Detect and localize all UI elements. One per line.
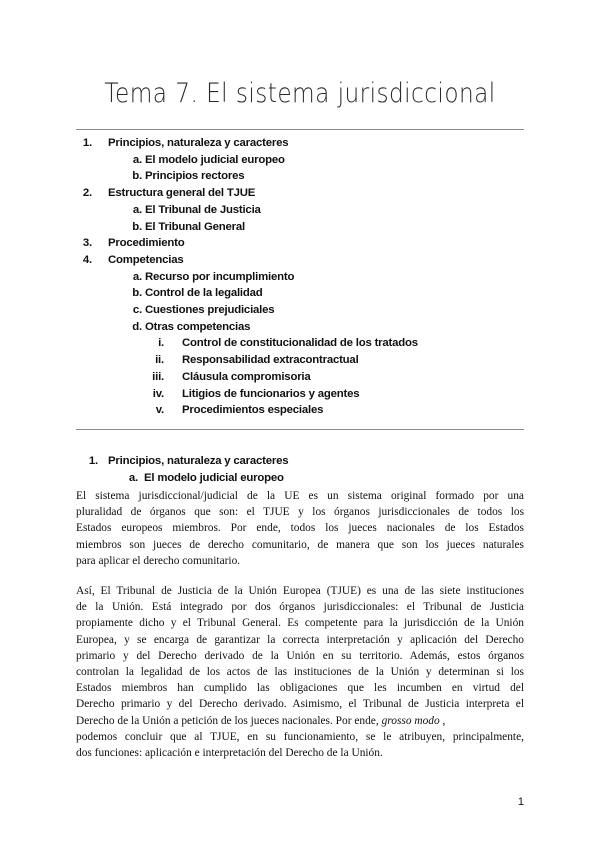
paragraph-line: Estados europeos miembros. Por ende, todos los jueces nacionales de los Estados	[76, 522, 524, 535]
paragraph-line: Europea, y se encarga de garantizar la correcta interpretación y aplicación del Derecho	[76, 633, 524, 646]
page-number: 1	[517, 796, 524, 808]
section-heading-label: Principios, naturaleza y caracteres	[108, 455, 289, 467]
toc-item-number: c.	[132, 304, 142, 316]
paragraph-line: de la Unión. Está integrado por dos órganos jurisdiccionales: el Tribunal de Justicia	[76, 601, 524, 614]
paragraph-line: Estados miembros han cumplido las obligaciones que les incumben en virtud del	[76, 682, 524, 695]
bottom-divider	[76, 429, 524, 430]
toc-item-number: a.	[132, 270, 142, 283]
paragraph-line: primario y del Derecho derivado de la Unión en su territorio. Además, estos órganos	[76, 649, 524, 662]
paragraph-2	[76, 583, 524, 761]
paragraph-line: controlan la legalidad de los actos de las instituciones de la Unión y determinan si los	[76, 665, 524, 678]
toc-item-number: 4.	[82, 253, 92, 266]
toc-item-number: b.	[132, 287, 142, 300]
toc-item-number: v.	[155, 404, 164, 417]
toc-item-label: Control de constitucionalidad de los tratados	[182, 337, 418, 350]
italic-phrase-trailing-punct: ,	[439, 714, 446, 727]
toc-item-number: 1.	[82, 137, 92, 149]
paragraph-line: podemos concluir que al TJUE, en su funcionamiento, se le atribuyen, principalmente,	[76, 730, 524, 743]
toc-item-number: b.	[132, 170, 142, 183]
toc-item-label: Control de la legalidad	[145, 287, 263, 300]
toc-item-number: d.	[132, 320, 142, 333]
paragraph-line: Así, El Tribunal de Justicia de la Unión Europea (TJUE) es una de las siete instituciones	[76, 585, 524, 597]
toc-item-label: Principios, naturaleza y caracteres	[108, 137, 289, 149]
paragraph-line: Derecho primario y del Derecho derivado. Asimismo, el Tribunal de Justicia interpreta el	[76, 698, 524, 711]
toc-item-label: Recurso por incumplimiento	[145, 270, 295, 283]
toc-item-number: 2.	[82, 187, 92, 200]
toc-item-number: a.	[132, 153, 142, 166]
toc-item-number: iv.	[152, 387, 164, 400]
paragraph-1	[76, 488, 524, 569]
subsection-heading-label: El modelo judicial europeo	[144, 472, 284, 484]
toc-item-label: Cuestiones prejudiciales	[145, 304, 275, 316]
toc-item-label: Otras competencias	[145, 320, 251, 333]
toc-item-number: b.	[132, 220, 142, 233]
paragraph-line: miembros son jueces de derecho comunitario, de manera que son los jueces naturales	[76, 538, 524, 551]
section-heading-number: 1.	[88, 455, 98, 467]
page-title: Tema 7. El sistema jurisdiccional	[104, 78, 496, 109]
top-divider	[76, 129, 524, 130]
toc-item-number: 3.	[82, 237, 92, 250]
paragraph-line: El sistema jurisdiccional/judicial de la UE es un sistema original formado por una	[76, 490, 524, 502]
toc-item-number: a.	[132, 203, 142, 216]
subsection-heading-number: a.	[128, 472, 138, 484]
toc-item-number: ii.	[155, 354, 164, 367]
toc-item-label: El Tribunal de Justicia	[145, 203, 261, 216]
toc-item-label: Procedimiento	[108, 237, 185, 250]
toc-item-label: El modelo judicial europeo	[145, 153, 285, 166]
toc-item-label: Litigios de funcionarios y agentes	[182, 387, 360, 400]
paragraph-line: propiamente dicho y el Tribunal General. Es competente para la jurisdicción de la Unión	[76, 617, 524, 630]
paragraph-line: dos funciones: aplicación e interpretación del Derecho de la Unión.	[76, 746, 383, 759]
toc-item-label: Estructura general del TJUE	[108, 187, 256, 200]
toc-item-label: Responsabilidad extracontractual	[182, 354, 359, 367]
toc-item-label: El Tribunal General	[145, 220, 246, 233]
toc-item-label: Competencias	[108, 253, 184, 266]
toc-item-label: Principios rectores	[145, 170, 245, 183]
paragraph-line: pluralidad de órganos que son: el TJUE y los órganos jurisdiccionales de todos los	[76, 506, 524, 519]
toc-item-label: Procedimientos especiales	[182, 404, 324, 417]
toc-item-number: i.	[158, 337, 164, 350]
italic-phrase: grosso modo	[381, 714, 440, 727]
paragraph-line: para aplicar el derecho comunitario.	[76, 554, 241, 567]
toc-item-label: Cláusula compromisoria	[182, 370, 311, 383]
toc-item-number: iii.	[152, 370, 164, 383]
paragraph-line: Derecho de la Unión a petición de los jueces nacionales. Por ende, grosso modo ,	[76, 714, 446, 727]
